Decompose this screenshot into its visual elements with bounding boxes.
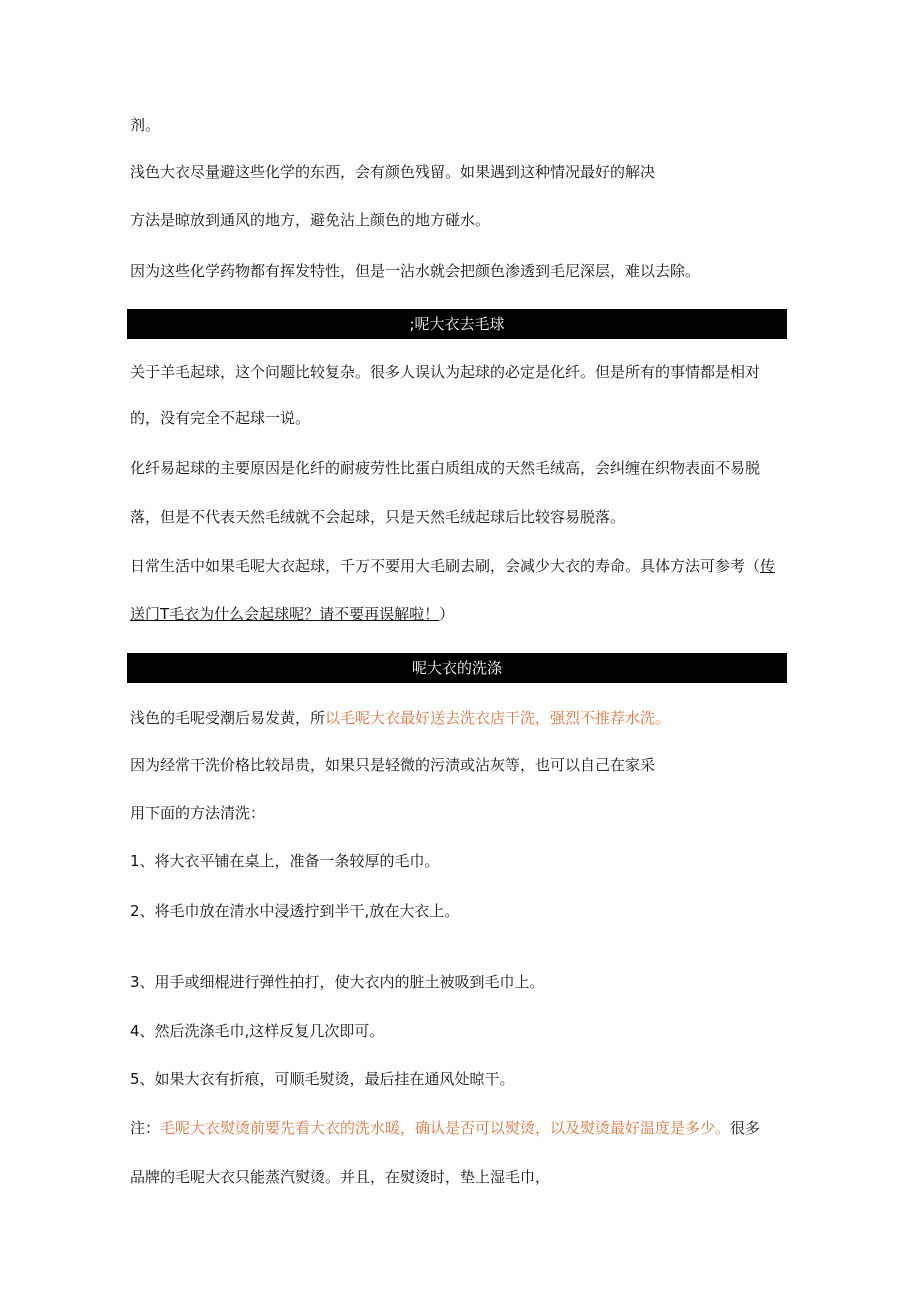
section-heading-pilling: ;呢大衣去毛球 xyxy=(127,309,787,339)
paragraph-line: 关于羊毛起球，这个问题比较复杂。很多人误认为起球的必定是化纤。但是所有的事情都是相对 xyxy=(130,363,761,381)
step-item: 3、用手或细棍进行弹性拍打，使大衣内的脏土被吸到毛巾上。 xyxy=(130,973,545,991)
paragraph-text: ） xyxy=(439,605,455,623)
step-item: 1、将大衣平铺在桌上，准备一条较厚的毛巾。 xyxy=(130,852,440,870)
note-label: 注： xyxy=(130,1119,161,1137)
paragraph-line: 因为这些化学药物都有挥发特性，但是一沾水就会把颜色渗透到毛尼深层，难以去除。 xyxy=(130,262,701,280)
paragraph-line-with-link xyxy=(130,556,790,576)
paragraph-line: 剂。 xyxy=(130,116,161,134)
paragraph-text: 日常生活中如果毛呢大衣起球，千万不要用大毛刷去刷，会减少大衣的寿命。具体方法可参考（ xyxy=(130,557,761,575)
step-item: 5、如果大衣有折痕，可顺毛熨烫，最后挂在通风处晾干。 xyxy=(130,1070,515,1088)
paragraph-line xyxy=(130,708,790,728)
paragraph-line: 方法是晾放到通风的地方，避免沾上颜色的地方碰水。 xyxy=(130,211,491,229)
section-heading-washing: 呢大衣的洗涤 xyxy=(127,653,787,683)
paragraph-line: 的，没有完全不起球一说。 xyxy=(130,409,311,427)
paragraph-line-with-link xyxy=(130,604,790,624)
paragraph-line: 浅色大衣尽量避这些化学的东西，会有颜色残留。如果遇到这种情况最好的解决 xyxy=(130,163,656,181)
paragraph-line: 用下面的方法清洗： xyxy=(130,804,266,822)
note-line xyxy=(130,1118,790,1138)
note-highlight: 毛呢大衣熨烫前要先看大衣的洗水暖，确认是否可以熨烫，以及熨烫最好温度是多少。 xyxy=(160,1119,731,1137)
paragraph-text: 浅色的毛呢受潮后易发黄，所 xyxy=(130,709,326,727)
paragraph-line: 落，但是不代表天然毛绒就不会起球，只是天然毛绒起球后比较容易脱落。 xyxy=(130,508,626,526)
note-text: 很多 xyxy=(730,1119,761,1137)
paragraph-line: 因为经常干洗价格比较昂贵，如果只是轻微的污渍或沾灰等，也可以自己在家采 xyxy=(130,756,656,774)
paragraph-line: 化纤易起球的主要原因是化纤的耐疲劳性比蛋白质组成的天然毛绒高，会纠缠在织物表面不易脱 xyxy=(130,459,761,477)
reference-link[interactable]: 送门T毛衣为什么会起球呢？请不要再误解啦！ xyxy=(130,605,440,623)
step-item: 4、然后洗涤毛巾,这样反复几次即可。 xyxy=(130,1022,385,1040)
highlight-text: 以毛呢大衣最好送去洗衣店干洗，强烈不推荐水洗。 xyxy=(325,709,671,727)
step-item: 2、将毛巾放在清水中浸透拧到半干,放在大衣上。 xyxy=(130,902,460,920)
reference-link[interactable]: 传 xyxy=(760,557,776,575)
note-line: 品牌的毛呢大衣只能蒸汽熨烫。并且，在熨烫时，垫上湿毛巾， xyxy=(130,1168,551,1186)
